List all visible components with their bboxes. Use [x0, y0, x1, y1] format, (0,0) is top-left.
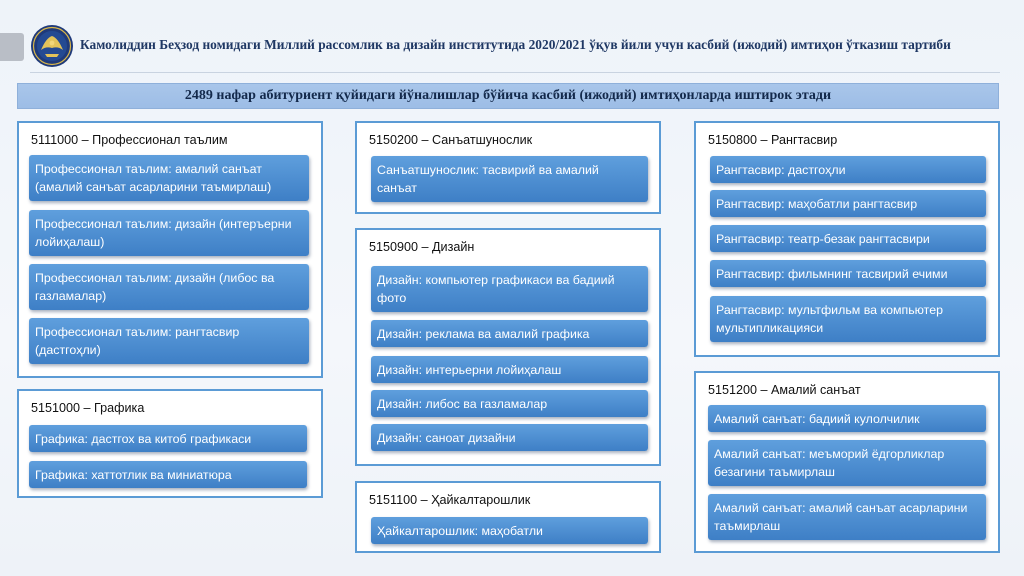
direction-item: Профессионал таълим: рангтасвир (дастгоҳли)	[29, 318, 309, 364]
direction-item: Профессионал таълим: амалий санъат (амалий санъат асарларини таъмирлаш)	[29, 155, 309, 201]
institute-logo	[30, 24, 74, 68]
group-art-studies	[355, 121, 661, 214]
applicants-banner: 2489 нафар абитуриент қуйидаги йўналишлар бўйича касбий (ижодий) имтиҳонларда иштирок этади	[17, 83, 999, 109]
group-painting	[694, 121, 1000, 357]
direction-item: Дизайн: реклама ва амалий графика	[371, 320, 648, 347]
group-title: 5151000 – Графика	[31, 401, 145, 415]
group-title: 5111000 – Профессионал таълим	[31, 133, 228, 147]
group-title: 5151100 – Ҳайкалтарошлик	[369, 493, 531, 507]
direction-item: Профессионал таълим: дизайн (либос ва газламалар)	[29, 264, 309, 310]
group-professional-education	[17, 121, 323, 378]
group-applied-art	[694, 371, 1000, 553]
direction-item: Дизайн: компьютер графикаси ва бадиий фото	[371, 266, 648, 312]
direction-item: Ҳайкалтарошлик: маҳобатли	[371, 517, 648, 544]
group-design	[355, 228, 661, 466]
direction-item: Амалий санъат: меъморий ёдгорликлар безагини таъмирлаш	[708, 440, 986, 486]
group-title: 5150200 – Санъатшунослик	[369, 133, 533, 147]
page-title: Камолиддин Беҳзод номидаги Миллий рассомлик ва дизайн институтида 2020/2021 ўқув йили учун касбий (ижодий) имтиҳон ўтказиш тартиби	[80, 37, 951, 52]
direction-item: Дизайн: саноат дизайни	[371, 424, 648, 451]
direction-item: Рангтасвир: фильмнинг тасвирий ечими	[710, 260, 986, 287]
header-divider	[30, 72, 1000, 73]
group-title: 5150800 – Рангтасвир	[708, 133, 838, 147]
direction-item: Санъатшунослик: тасвирий ва амалий санъат	[371, 156, 648, 202]
direction-item: Амалий санъат: амалий санъат асарларини таъмирлаш	[708, 494, 986, 540]
direction-item: Дизайн: интерьерни лойиҳалаш	[371, 356, 648, 383]
direction-item: Рангтасвир: мультфильм ва компьютер мультипликацияси	[710, 296, 986, 342]
direction-item: Рангтасвир: маҳобатли рангтасвир	[710, 190, 986, 217]
direction-item: Дизайн: либос ва газламалар	[371, 390, 648, 417]
direction-item: Профессионал таълим: дизайн (интеръерни лойиҳалаш)	[29, 210, 309, 256]
direction-item: Графика: дастгох ва китоб графикаси	[29, 425, 307, 452]
direction-item: Рангтасвир: театр-безак рангтасвири	[710, 225, 986, 252]
direction-item: Рангтасвир: дастгоҳли	[710, 156, 986, 183]
direction-item: Графика: хаттотлик ва миниатюра	[29, 461, 307, 488]
group-title: 5151200 – Амалий санъат	[708, 383, 861, 397]
slide-side-tab	[0, 33, 24, 61]
group-title: 5150900 – Дизайн	[369, 240, 475, 254]
direction-item: Амалий санъат: бадиий кулолчилик	[708, 405, 986, 432]
group-sculpture	[355, 481, 661, 553]
group-graphics	[17, 389, 323, 498]
